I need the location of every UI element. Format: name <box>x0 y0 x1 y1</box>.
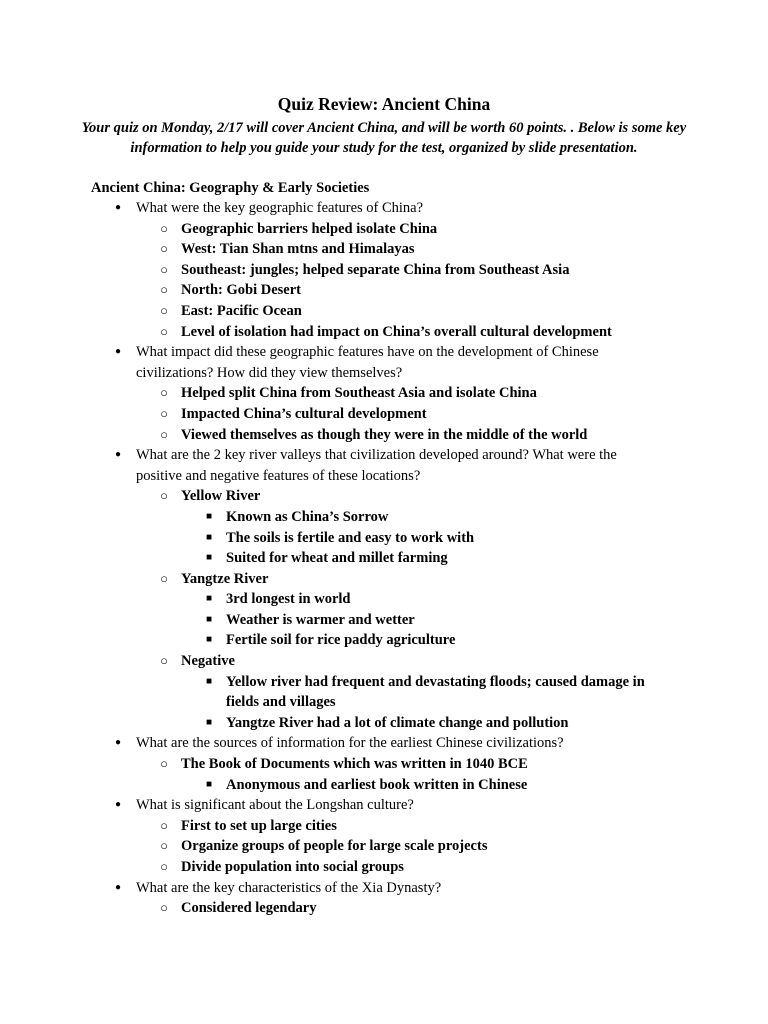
outline-item-level-1 <box>0 795 768 816</box>
hollow-circle-bullet-icon: ○ <box>160 220 168 236</box>
outline-item-level-2 <box>0 486 768 507</box>
outline-item-level-2 <box>0 836 768 857</box>
outline-item-level-3 <box>0 507 768 528</box>
outline-item-level-1 <box>0 733 768 754</box>
hollow-circle-bullet-icon: ○ <box>160 653 168 669</box>
hollow-circle-bullet-icon: ○ <box>160 323 168 339</box>
hollow-circle-bullet-icon: ○ <box>160 241 168 257</box>
outline-item-text: Weather is warmer and wetter <box>226 611 415 628</box>
outline-item-text: Known as China’s Sorrow <box>226 508 389 525</box>
outline-item-text: Impacted China’s cultural development <box>181 405 427 422</box>
outline-item-level-2 <box>0 754 768 775</box>
square-bullet-icon: ■ <box>205 675 213 687</box>
outline-item-level-2 <box>0 301 768 322</box>
filled-circle-bullet-icon: ● <box>114 449 122 461</box>
square-bullet-icon: ■ <box>205 716 213 728</box>
outline-item-level-2 <box>0 239 768 260</box>
outline-item-text: What are the sources of information for the earliest Chinese civilizations? <box>136 735 564 752</box>
hollow-circle-bullet-icon: ○ <box>160 900 168 916</box>
page-title: Quiz Review: Ancient China <box>277 94 491 114</box>
outline-item-level-2 <box>0 857 768 878</box>
outline-item-level-1 <box>0 342 768 383</box>
outline-item-level-3 <box>0 528 768 549</box>
outline-item-level-1 <box>0 878 768 899</box>
outline-item-text: What are the key characteristics of the Xia Dynasty? <box>136 879 442 896</box>
outline-item-text: What were the key geographic features of China? <box>136 200 424 216</box>
hollow-circle-bullet-icon: ○ <box>160 817 168 833</box>
square-bullet-icon: ■ <box>205 778 213 790</box>
outline-item-text: Geographic barriers helped isolate China <box>181 220 438 237</box>
hollow-circle-bullet-icon: ○ <box>160 859 168 874</box>
outline-item-text: What are the 2 key river valleys that civilization developed around? What were the positive and negative features of these locations? <box>136 447 617 484</box>
outline-list <box>0 198 768 919</box>
outline-item-text: Yangtze River <box>181 570 269 587</box>
outline-item-text: Fertile soil for rice paddy agriculture <box>226 632 456 649</box>
square-bullet-icon: ■ <box>205 634 213 646</box>
outline-item-text: First to set up large cities <box>181 817 337 834</box>
hollow-circle-bullet-icon: ○ <box>160 488 168 504</box>
outline-item-text: The soils is fertile and easy to work with <box>226 529 475 546</box>
outline-item-level-2 <box>0 569 768 590</box>
outline-item-text: Yellow river had frequent and devastating floods; caused damage in fields and villages <box>226 673 645 711</box>
outline-item-text: North: Gobi Desert <box>181 282 302 299</box>
hollow-circle-bullet-icon: ○ <box>160 756 168 772</box>
hollow-circle-bullet-icon: ○ <box>160 385 168 401</box>
outline-item-text: East: Pacific Ocean <box>181 302 302 319</box>
outline-item-text: The Book of Documents which was written in 1040 BCE <box>181 756 528 773</box>
outline-item-level-2 <box>0 816 768 837</box>
outline-item-level-2 <box>0 322 768 343</box>
outline-item-text: Divide population into social groups <box>181 859 404 875</box>
outline-item-level-3 <box>0 713 768 734</box>
outline-item-text: Southeast: jungles; helped separate China from Southeast Asia <box>181 261 570 278</box>
filled-circle-bullet-icon: ● <box>114 202 122 213</box>
outline-item-level-3 <box>0 589 768 610</box>
outline-item-text: Level of isolation had impact on China’s overall cultural development <box>181 323 612 340</box>
outline-item-text: Viewed themselves as though they were in the middle of the world <box>181 426 588 443</box>
outline-item-text: Anonymous and earliest book written in Chinese <box>226 776 528 793</box>
outline-item-text: What is significant about the Longshan culture? <box>136 797 414 814</box>
outline-item-text: Organize groups of people for large scale projects <box>181 838 488 855</box>
outline-item-level-3 <box>0 775 768 796</box>
hollow-circle-bullet-icon: ○ <box>160 302 168 318</box>
outline-item-text: Suited for wheat and millet farming <box>226 550 448 567</box>
square-bullet-icon: ■ <box>205 552 213 564</box>
outline-item-text: Negative <box>181 653 235 670</box>
outline-item-text: What impact did these geographic features have on the development of Chinese civilizations? How did they view themselves? <box>136 344 599 381</box>
outline-item-level-1 <box>0 445 768 486</box>
hollow-circle-bullet-icon: ○ <box>160 838 168 854</box>
outline-item-level-1 <box>0 198 768 219</box>
filled-circle-bullet-icon: ● <box>114 881 122 893</box>
hollow-circle-bullet-icon: ○ <box>160 405 168 421</box>
outline-item-text: Helped split China from Southeast Asia and isolate China <box>181 385 537 402</box>
outline-item-text: Yangtze River had a lot of climate change and pollution <box>226 714 569 731</box>
section-heading: Ancient China: Geography & Early Societies <box>91 180 370 196</box>
intro-paragraph: Your quiz on Monday, 2/17 will cover Ancient China, and will be worth 60 points. . Below is some key information to help you guide your study for the test, organized by slide presentation. <box>81 120 687 156</box>
outline-item-level-3 <box>0 548 768 569</box>
square-bullet-icon: ■ <box>205 531 213 543</box>
square-bullet-icon: ■ <box>205 613 213 625</box>
outline-item-text: 3rd longest in world <box>226 591 351 608</box>
outline-item-level-2 <box>0 425 768 446</box>
filled-circle-bullet-icon: ● <box>114 346 122 358</box>
outline-item-level-2 <box>0 651 768 672</box>
outline-item-level-2 <box>0 219 768 240</box>
hollow-circle-bullet-icon: ○ <box>160 261 168 277</box>
outline-item-level-3 <box>0 610 768 631</box>
hollow-circle-bullet-icon: ○ <box>160 282 168 298</box>
filled-circle-bullet-icon: ● <box>114 799 122 811</box>
outline-item-text: West: Tian Shan mtns and Himalayas <box>181 241 415 258</box>
outline-item-level-3 <box>0 630 768 651</box>
square-bullet-icon: ■ <box>205 593 213 605</box>
square-bullet-icon: ■ <box>205 510 213 522</box>
outline-item-level-2 <box>0 898 768 919</box>
outline-item-level-2 <box>0 383 768 404</box>
outline-item-level-3 <box>0 672 768 713</box>
outline-item-level-2 <box>0 260 768 281</box>
outline-item-level-2 <box>0 404 768 425</box>
outline-item-level-2 <box>0 280 768 301</box>
outline-item-text: Yellow River <box>181 488 261 505</box>
filled-circle-bullet-icon: ● <box>114 737 122 749</box>
outline-item-text: Considered legendary <box>181 900 317 917</box>
hollow-circle-bullet-icon: ○ <box>160 570 168 586</box>
hollow-circle-bullet-icon: ○ <box>160 426 168 442</box>
